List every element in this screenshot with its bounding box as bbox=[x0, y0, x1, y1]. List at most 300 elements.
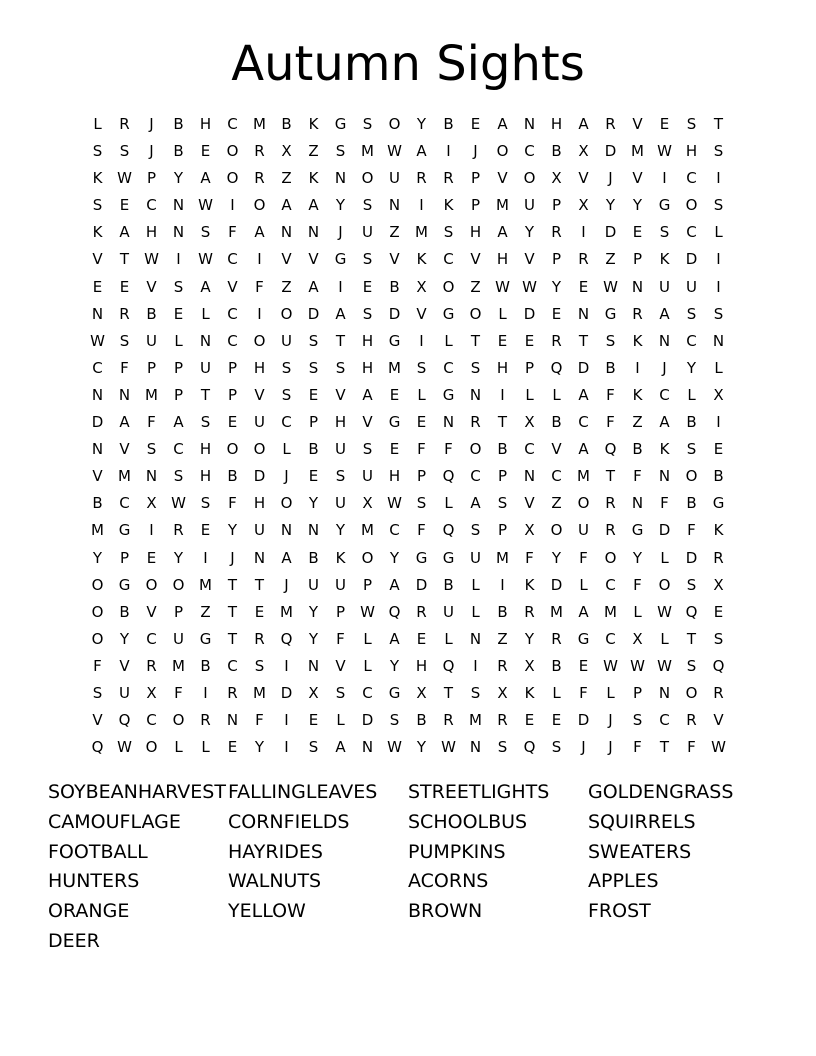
word-list-item: FALLINGLEAVES bbox=[228, 781, 378, 803]
grid-letter: W bbox=[603, 656, 618, 675]
grid-letter: A bbox=[416, 142, 427, 161]
grid-letter: X bbox=[713, 385, 724, 404]
grid-letter: N bbox=[307, 223, 320, 242]
grid-letter: B bbox=[416, 711, 427, 730]
grid-letter: Y bbox=[551, 277, 562, 296]
grid-letter: O bbox=[91, 575, 104, 594]
word-list-item: SOYBEANHARVEST bbox=[48, 781, 226, 803]
grid-letter: S bbox=[362, 250, 373, 269]
grid-letter: V bbox=[308, 250, 319, 269]
grid-letter: M bbox=[118, 467, 131, 486]
grid-letter: T bbox=[605, 467, 616, 486]
grid-letter: O bbox=[658, 575, 671, 594]
grid-letter: C bbox=[578, 413, 589, 432]
grid-letter: S bbox=[470, 521, 481, 540]
grid-letter: X bbox=[281, 142, 292, 161]
grid-letter: R bbox=[551, 331, 562, 350]
grid-letter: P bbox=[173, 385, 184, 404]
grid-letter: R bbox=[578, 250, 589, 269]
grid-letter: F bbox=[228, 494, 237, 513]
grid-letter: R bbox=[686, 711, 697, 730]
grid-letter: H bbox=[550, 115, 563, 133]
grid-letter: O bbox=[91, 629, 104, 648]
grid-letter: Z bbox=[632, 413, 643, 432]
grid-letter: K bbox=[416, 250, 427, 269]
grid-letter: B bbox=[443, 115, 454, 133]
grid-letter: L bbox=[633, 602, 642, 621]
grid-letter: N bbox=[388, 196, 401, 215]
grid-letter: I bbox=[203, 548, 208, 567]
grid-letter: D bbox=[604, 142, 617, 161]
grid-letter: R bbox=[605, 494, 616, 513]
grid-letter: V bbox=[92, 711, 103, 730]
grid-letter: L bbox=[417, 385, 426, 404]
grid-letter: Q bbox=[523, 738, 536, 757]
grid-letter: I bbox=[257, 304, 262, 323]
grid-letter: I bbox=[257, 250, 262, 269]
grid-letter: E bbox=[254, 602, 265, 621]
grid-letter: L bbox=[363, 656, 372, 675]
grid-letter: R bbox=[173, 521, 184, 540]
grid-letter: N bbox=[523, 467, 536, 486]
word-list bbox=[48, 777, 768, 956]
grid-letter: Q bbox=[442, 656, 455, 675]
grid-letter: V bbox=[524, 494, 535, 513]
grid-letter: P bbox=[524, 358, 535, 377]
grid-letter: M bbox=[91, 521, 104, 540]
grid-letter: E bbox=[497, 331, 508, 350]
grid-letter: G bbox=[712, 494, 725, 513]
grid-letter: C bbox=[524, 142, 535, 161]
grid-letter: V bbox=[119, 656, 130, 675]
grid-letter: K bbox=[659, 250, 670, 269]
grid-letter: T bbox=[686, 629, 697, 648]
grid-letter: L bbox=[687, 385, 696, 404]
grid-letter: S bbox=[254, 656, 265, 675]
grid-letter: E bbox=[713, 440, 724, 459]
grid-letter: A bbox=[362, 385, 373, 404]
grid-letter: R bbox=[227, 683, 238, 702]
grid-letter: H bbox=[685, 142, 698, 161]
grid-letter: M bbox=[604, 602, 617, 621]
grid-letter: S bbox=[470, 683, 481, 702]
grid-letter: X bbox=[524, 656, 535, 675]
grid-letter: A bbox=[578, 385, 589, 404]
grid-letter: E bbox=[632, 223, 643, 242]
grid-letter: E bbox=[389, 440, 400, 459]
grid-letter: G bbox=[334, 115, 347, 133]
grid-letter: H bbox=[361, 331, 374, 350]
grid-letter: H bbox=[496, 250, 509, 269]
grid-letter: U bbox=[659, 277, 670, 296]
grid-letter: T bbox=[200, 385, 211, 404]
grid-letter: D bbox=[658, 521, 671, 540]
grid-letter: P bbox=[173, 602, 184, 621]
grid-letter: V bbox=[335, 656, 346, 675]
grid-letter: I bbox=[716, 169, 721, 188]
grid-letter: I bbox=[203, 683, 208, 702]
page-title: Autumn Sights bbox=[231, 36, 585, 92]
grid-letter: I bbox=[716, 277, 721, 296]
word-list-item: GOLDENGRASS bbox=[588, 781, 734, 803]
grid-letter: Q bbox=[280, 629, 293, 648]
grid-letter: X bbox=[416, 277, 427, 296]
grid-letter: W bbox=[630, 656, 645, 675]
grid-letter: S bbox=[200, 223, 211, 242]
grid-letter: C bbox=[686, 169, 697, 188]
grid-letter: W bbox=[657, 602, 672, 621]
grid-letter: A bbox=[119, 223, 130, 242]
grid-letter: Y bbox=[254, 738, 265, 757]
grid-letter: G bbox=[442, 548, 455, 567]
grid-letter: P bbox=[362, 575, 373, 594]
word-list-item: DEER bbox=[48, 929, 100, 952]
grid-letter: N bbox=[334, 169, 347, 188]
grid-letter: U bbox=[200, 358, 211, 377]
grid-letter: N bbox=[199, 331, 212, 350]
grid-letter: O bbox=[469, 440, 482, 459]
grid-letter: P bbox=[416, 467, 427, 486]
grid-letter: M bbox=[172, 656, 185, 675]
grid-letter: P bbox=[551, 250, 562, 269]
grid-letter: R bbox=[713, 548, 724, 567]
grid-letter: X bbox=[524, 521, 535, 540]
grid-letter: P bbox=[497, 521, 508, 540]
grid-letter: T bbox=[443, 683, 454, 702]
grid-letter: S bbox=[92, 196, 103, 215]
grid-letter: S bbox=[308, 738, 319, 757]
grid-letter: O bbox=[91, 602, 104, 621]
grid-letter: F bbox=[687, 521, 696, 540]
grid-letter: T bbox=[578, 331, 589, 350]
grid-letter: E bbox=[659, 115, 670, 133]
grid-letter: G bbox=[442, 385, 455, 404]
grid-letter: R bbox=[497, 656, 508, 675]
grid-letter: S bbox=[713, 629, 724, 648]
grid-letter: O bbox=[145, 738, 158, 757]
grid-letter: Q bbox=[550, 358, 563, 377]
grid-letter: S bbox=[713, 196, 724, 215]
grid-letter: M bbox=[253, 115, 266, 133]
grid-letter: P bbox=[551, 196, 562, 215]
word-list-item: CORNFIELDS bbox=[228, 810, 350, 833]
grid-letter: I bbox=[419, 331, 424, 350]
grid-letter: Q bbox=[712, 656, 725, 675]
grid-letter: L bbox=[93, 115, 102, 133]
grid-letter: S bbox=[389, 711, 400, 730]
grid-letter: V bbox=[227, 277, 238, 296]
grid-letter: D bbox=[415, 575, 428, 594]
grid-letter: G bbox=[604, 304, 617, 323]
grid-letter: Y bbox=[632, 548, 643, 567]
grid-letter: L bbox=[444, 629, 453, 648]
grid-letter: F bbox=[255, 711, 264, 730]
grid-letter: T bbox=[335, 331, 346, 350]
grid-letter: Y bbox=[524, 223, 535, 242]
grid-letter: S bbox=[686, 656, 697, 675]
grid-letter: C bbox=[686, 223, 697, 242]
grid-letter: N bbox=[91, 304, 104, 323]
grid-letter: U bbox=[173, 629, 184, 648]
word-list-item: CAMOUFLAGE bbox=[48, 810, 181, 833]
grid-letter: R bbox=[551, 223, 562, 242]
grid-letter: B bbox=[308, 440, 319, 459]
grid-letter: T bbox=[713, 115, 724, 133]
grid-letter: S bbox=[551, 738, 562, 757]
grid-letter: Y bbox=[524, 629, 535, 648]
grid-letter: W bbox=[522, 277, 537, 296]
grid-letter: R bbox=[470, 413, 481, 432]
grid-letter: S bbox=[416, 358, 427, 377]
grid-letter: O bbox=[442, 277, 455, 296]
grid-letter: B bbox=[605, 358, 616, 377]
grid-letter: O bbox=[388, 115, 401, 133]
grid-letter: R bbox=[605, 115, 616, 133]
grid-letter: U bbox=[254, 413, 265, 432]
grid-letter: G bbox=[118, 575, 131, 594]
grid-letter: C bbox=[605, 575, 616, 594]
grid-letter: I bbox=[284, 711, 289, 730]
grid-letter: E bbox=[470, 115, 481, 133]
grid-letter: E bbox=[416, 629, 427, 648]
grid-letter: I bbox=[716, 413, 721, 432]
grid-letter: L bbox=[498, 304, 507, 323]
grid-letter: U bbox=[578, 521, 589, 540]
grid-letter: U bbox=[362, 223, 373, 242]
grid-letter: C bbox=[659, 711, 670, 730]
grid-letter: B bbox=[443, 575, 454, 594]
grid-letter: R bbox=[254, 142, 265, 161]
grid-letter: Z bbox=[200, 602, 211, 621]
grid-letter: W bbox=[360, 602, 375, 621]
grid-letter: A bbox=[578, 115, 589, 133]
grid-letter: A bbox=[659, 413, 670, 432]
grid-letter: O bbox=[496, 142, 509, 161]
grid-letter: B bbox=[497, 440, 508, 459]
grid-letter: J bbox=[608, 711, 613, 730]
grid-letter: K bbox=[632, 331, 643, 350]
grid-letter: S bbox=[308, 358, 319, 377]
grid-letter: C bbox=[659, 385, 670, 404]
grid-letter: S bbox=[281, 358, 292, 377]
grid-letter: M bbox=[388, 358, 401, 377]
grid-letter: B bbox=[551, 142, 562, 161]
grid-letter: U bbox=[362, 467, 373, 486]
grid-letter: H bbox=[199, 467, 212, 486]
grid-letter: W bbox=[171, 494, 186, 513]
word-list-item: BROWN bbox=[408, 900, 483, 923]
grid-letter: R bbox=[443, 711, 454, 730]
grid-letter: C bbox=[362, 683, 373, 702]
grid-letter: C bbox=[173, 440, 184, 459]
grid-letter: W bbox=[657, 656, 672, 675]
grid-letter: D bbox=[388, 304, 401, 323]
grid-letter: R bbox=[443, 169, 454, 188]
grid-letter: R bbox=[119, 304, 130, 323]
grid-letter: A bbox=[470, 494, 481, 513]
grid-letter: X bbox=[416, 683, 427, 702]
grid-letter: S bbox=[686, 440, 697, 459]
grid-letter: F bbox=[444, 440, 453, 459]
grid-letter: N bbox=[469, 385, 482, 404]
grid-letter: X bbox=[551, 169, 562, 188]
grid-letter: P bbox=[173, 358, 184, 377]
grid-letter: E bbox=[308, 467, 319, 486]
grid-letter: K bbox=[92, 223, 103, 242]
grid-letter: P bbox=[146, 169, 157, 188]
grid-letter: N bbox=[172, 196, 185, 215]
grid-letter: J bbox=[149, 115, 154, 133]
grid-letter: D bbox=[577, 711, 590, 730]
grid-letter: Y bbox=[227, 521, 238, 540]
grid-letter: S bbox=[686, 304, 697, 323]
grid-letter: O bbox=[685, 467, 698, 486]
grid-letter: T bbox=[227, 602, 238, 621]
grid-letter: S bbox=[146, 440, 157, 459]
grid-letter: O bbox=[523, 169, 536, 188]
grid-letter: A bbox=[119, 413, 130, 432]
grid-letter: S bbox=[497, 494, 508, 513]
grid-letter: O bbox=[577, 494, 590, 513]
grid-letter: N bbox=[469, 629, 482, 648]
grid-letter: U bbox=[389, 169, 400, 188]
grid-letter: O bbox=[685, 683, 698, 702]
grid-letter: G bbox=[442, 304, 455, 323]
grid-letter: S bbox=[497, 738, 508, 757]
grid-letter: I bbox=[230, 196, 235, 215]
grid-letter: S bbox=[713, 142, 724, 161]
letter-grid bbox=[84, 111, 732, 761]
grid-letter: D bbox=[91, 413, 104, 432]
grid-letter: O bbox=[172, 575, 185, 594]
grid-letter: G bbox=[577, 629, 590, 648]
grid-letter: Y bbox=[389, 548, 400, 567]
grid-letter: C bbox=[389, 521, 400, 540]
grid-letter: H bbox=[334, 413, 347, 432]
grid-letter: F bbox=[174, 683, 183, 702]
grid-letter: U bbox=[335, 575, 346, 594]
grid-letter: F bbox=[525, 548, 534, 567]
grid-letter: E bbox=[389, 385, 400, 404]
grid-letter: R bbox=[416, 602, 427, 621]
grid-letter: B bbox=[686, 494, 697, 513]
grid-letter: U bbox=[686, 277, 697, 296]
grid-letter: C bbox=[605, 629, 616, 648]
grid-letter: V bbox=[281, 250, 292, 269]
grid-letter: M bbox=[361, 142, 374, 161]
grid-letter: V bbox=[389, 250, 400, 269]
grid-letter: V bbox=[551, 440, 562, 459]
grid-letter: G bbox=[118, 521, 131, 540]
grid-letter: L bbox=[525, 385, 534, 404]
grid-letter: R bbox=[497, 711, 508, 730]
grid-letter: S bbox=[335, 683, 346, 702]
word-list-item: PUMPKINS bbox=[408, 840, 506, 863]
grid-letter: K bbox=[713, 521, 724, 540]
grid-letter: M bbox=[199, 575, 212, 594]
grid-letter: P bbox=[632, 683, 643, 702]
grid-letter: T bbox=[227, 629, 238, 648]
grid-letter: I bbox=[500, 575, 505, 594]
grid-letter: N bbox=[145, 467, 158, 486]
grid-letter: X bbox=[362, 494, 373, 513]
word-list-item: ACORNS bbox=[408, 870, 489, 893]
grid-letter: S bbox=[470, 358, 481, 377]
grid-letter: O bbox=[226, 142, 239, 161]
grid-letter: S bbox=[119, 331, 130, 350]
grid-letter: X bbox=[146, 494, 157, 513]
grid-letter: P bbox=[146, 358, 157, 377]
grid-letter: H bbox=[361, 358, 374, 377]
grid-letter: J bbox=[581, 738, 586, 757]
grid-letter: C bbox=[443, 358, 454, 377]
grid-letter: N bbox=[658, 331, 671, 350]
grid-letter: K bbox=[308, 169, 319, 188]
grid-letter: W bbox=[495, 277, 510, 296]
grid-letter: B bbox=[389, 277, 400, 296]
grid-letter: L bbox=[552, 385, 561, 404]
grid-letter: N bbox=[712, 331, 725, 350]
grid-letter: F bbox=[147, 413, 156, 432]
grid-letter: G bbox=[415, 548, 428, 567]
grid-letter: V bbox=[578, 169, 589, 188]
grid-letter: O bbox=[172, 711, 185, 730]
grid-letter: N bbox=[280, 223, 293, 242]
grid-letter: R bbox=[551, 629, 562, 648]
grid-letter: S bbox=[659, 223, 670, 242]
grid-letter: X bbox=[308, 683, 319, 702]
grid-letter: T bbox=[659, 738, 670, 757]
grid-letter: S bbox=[200, 413, 211, 432]
grid-letter: C bbox=[551, 467, 562, 486]
grid-letter: B bbox=[173, 115, 184, 133]
grid-letter: L bbox=[471, 575, 480, 594]
grid-letter: O bbox=[469, 304, 482, 323]
grid-letter: N bbox=[91, 440, 104, 459]
grid-letter: S bbox=[308, 331, 319, 350]
grid-letter: G bbox=[658, 196, 671, 215]
grid-letter: D bbox=[550, 575, 563, 594]
grid-letter: E bbox=[119, 196, 130, 215]
grid-letter: C bbox=[227, 250, 238, 269]
grid-letter: E bbox=[200, 142, 211, 161]
grid-letter: O bbox=[253, 440, 266, 459]
grid-letter: N bbox=[658, 683, 671, 702]
word-list-item: YELLOW bbox=[228, 900, 306, 923]
grid-letter: J bbox=[284, 467, 289, 486]
grid-letter: U bbox=[281, 331, 292, 350]
grid-letter: T bbox=[227, 575, 238, 594]
grid-letter: B bbox=[686, 413, 697, 432]
grid-letter: J bbox=[608, 169, 613, 188]
grid-letter: V bbox=[470, 250, 481, 269]
grid-letter: E bbox=[308, 385, 319, 404]
grid-letter: V bbox=[92, 250, 103, 269]
grid-letter: B bbox=[173, 142, 184, 161]
grid-letter: G bbox=[631, 521, 644, 540]
grid-letter: I bbox=[419, 196, 424, 215]
grid-letter: H bbox=[388, 467, 401, 486]
grid-letter: C bbox=[281, 413, 292, 432]
grid-letter: F bbox=[606, 385, 615, 404]
grid-letter: E bbox=[551, 711, 562, 730]
grid-letter: N bbox=[361, 738, 374, 757]
grid-letter: E bbox=[227, 413, 238, 432]
grid-letter: L bbox=[606, 683, 615, 702]
grid-letter: I bbox=[473, 656, 478, 675]
grid-letter: Q bbox=[388, 602, 401, 621]
grid-letter: E bbox=[524, 711, 535, 730]
